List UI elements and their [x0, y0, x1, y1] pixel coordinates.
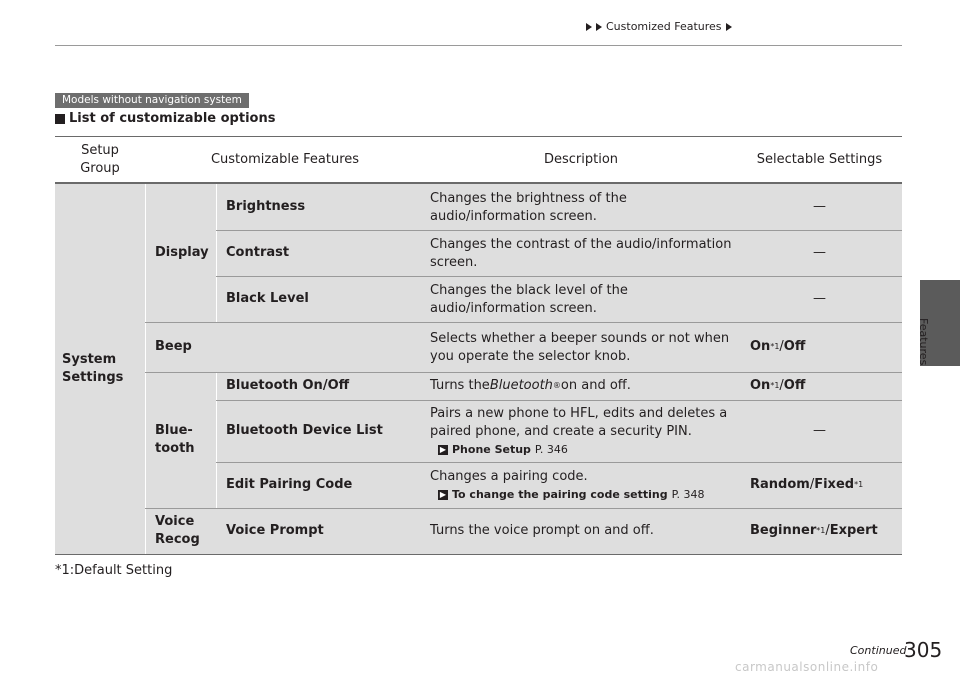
feature-contrast — [226, 230, 421, 276]
header-divider — [55, 45, 902, 46]
description-text: Changes the brightness of the audio/information screen. — [430, 191, 627, 224]
description-text: Selects whether a beeper sounds or not when you operate the selector knob. — [430, 331, 730, 364]
reference-arrow-icon: ▶ — [439, 445, 447, 454]
footnote-marker: *1 — [816, 526, 826, 535]
models-badge: Models without navigation system — [55, 93, 249, 108]
feature-text: Edit Pairing Code — [226, 477, 353, 492]
setting-text: — — [813, 423, 826, 438]
registered-mark: ® — [552, 381, 561, 390]
feature-edit-pairing-code — [226, 462, 421, 508]
footnote-marker: *1 — [770, 342, 780, 351]
group-bluetooth-text: Blue- tooth — [155, 423, 195, 456]
description-text: Turns the voice prompt on and off. — [430, 523, 654, 538]
continued-label: Continued — [850, 644, 907, 657]
setting-option: Random — [750, 477, 810, 492]
description-text: Changes the contrast of the audio/information screen. — [430, 237, 732, 270]
setting-voice-prompt — [750, 508, 900, 554]
group-voice-recog — [155, 508, 215, 554]
table-bottom-rule — [55, 554, 902, 555]
section-title — [55, 111, 275, 126]
setting-option: Expert — [829, 523, 878, 538]
reference-label: To change the pairing code setting — [452, 488, 668, 501]
feature-text: Bluetooth Device List — [226, 423, 383, 438]
feature-bluetooth-device-list — [226, 400, 421, 462]
square-bullet-icon — [55, 114, 65, 124]
setting-separator: / — [779, 378, 784, 393]
setting-edit-pairing-code — [750, 462, 900, 508]
breadcrumb — [586, 20, 902, 33]
setting-option: Beginner — [750, 523, 817, 538]
header-feature-text: Customizable Features — [210, 151, 360, 167]
setting-option: Off — [783, 339, 806, 354]
setting-text: — — [813, 199, 826, 214]
feature-text: Contrast — [226, 245, 290, 260]
feature-text: Bluetooth On/Off — [226, 378, 350, 393]
desc-bluetooth-device-list — [430, 400, 736, 462]
group-beep — [155, 322, 215, 372]
reference-page: P. 348 — [671, 488, 705, 501]
setting-separator: / — [825, 523, 830, 538]
setting-text: — — [813, 245, 826, 260]
section-title-text: List of customizable options — [69, 111, 276, 126]
reference-label: Phone Setup — [452, 443, 531, 456]
setting-option: Fixed — [814, 477, 855, 492]
column-divider — [216, 184, 217, 322]
group-voice-text: Voice Recog — [155, 514, 200, 547]
breadcrumb-text: Customized Features — [606, 20, 722, 33]
description-text: Changes the black level of the audio/information screen. — [430, 283, 628, 316]
triangle-icon — [586, 23, 592, 31]
description-text: Changes a pairing code. — [430, 469, 588, 484]
feature-text: Brightness — [226, 199, 306, 214]
column-divider — [145, 184, 146, 554]
page-number: 305 — [904, 638, 943, 662]
header-description — [425, 136, 737, 183]
footnote-marker: *1 — [854, 480, 864, 489]
feature-black-level — [226, 276, 421, 322]
setting-text: — — [813, 291, 826, 306]
desc-beep — [430, 322, 736, 372]
reference-page: P. 346 — [534, 443, 568, 456]
setting-option: On — [750, 339, 771, 354]
chapter-label: Features — [917, 318, 930, 366]
header-group-text: Setup Group — [80, 142, 120, 176]
setting-option: Off — [783, 378, 806, 393]
cross-reference[interactable] — [438, 443, 568, 457]
description-text: Pairs a new phone to HFL, edits and deletes a paired phone, and create a security PIN. — [430, 406, 728, 439]
group-beep-text: Beep — [155, 339, 192, 354]
setting-separator: / — [779, 339, 784, 354]
footnote-marker: *1 — [770, 381, 780, 390]
group-system-settings-text: System Settings — [62, 352, 124, 385]
footnote: *1:Default Setting — [55, 563, 173, 578]
setting-beep — [750, 322, 900, 372]
cross-reference[interactable] — [438, 488, 705, 502]
group-bluetooth — [155, 372, 215, 508]
feature-bluetooth-on-off — [226, 372, 421, 400]
header-selectable-settings — [737, 136, 902, 183]
watermark: carmanualsonline.info — [735, 660, 879, 674]
desc-voice-prompt — [430, 508, 736, 554]
column-divider — [216, 372, 217, 508]
feature-text: Black Level — [226, 291, 309, 306]
description-text: Turns the — [430, 378, 490, 393]
setting-option: On — [750, 378, 771, 393]
group-display — [155, 184, 215, 322]
group-system-settings — [62, 184, 142, 554]
desc-bluetooth-on-off — [430, 372, 736, 400]
header-setting-text: Selectable Settings — [756, 151, 883, 167]
feature-voice-prompt — [226, 508, 421, 554]
desc-edit-pairing-code — [430, 462, 736, 508]
desc-brightness — [430, 184, 736, 230]
header-description-text: Description — [543, 151, 619, 167]
feature-brightness — [226, 184, 421, 230]
group-display-text: Display — [155, 245, 209, 260]
desc-black-level — [430, 276, 736, 322]
setting-contrast — [737, 230, 902, 276]
setting-bluetooth-on-off — [750, 372, 900, 400]
triangle-icon — [726, 23, 732, 31]
setting-separator: / — [809, 477, 815, 492]
setting-bluetooth-device-list — [737, 400, 902, 462]
triangle-icon — [596, 23, 602, 31]
reference-arrow-icon: ▶ — [439, 490, 447, 499]
header-setup-group — [55, 136, 145, 183]
header-customizable-features — [145, 136, 425, 183]
setting-brightness — [737, 184, 902, 230]
description-emphasis: Bluetooth — [489, 378, 553, 393]
description-text: on and off. — [560, 378, 631, 393]
feature-text: Voice Prompt — [226, 523, 324, 538]
desc-contrast — [430, 230, 736, 276]
setting-black-level — [737, 276, 902, 322]
